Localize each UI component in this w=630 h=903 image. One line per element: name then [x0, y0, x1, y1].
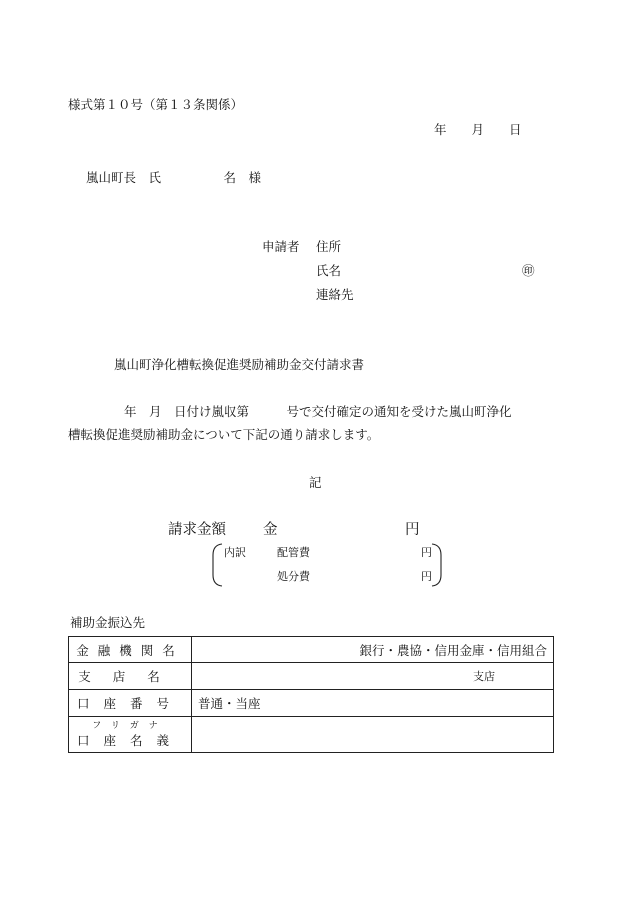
branch-label-cell [69, 663, 192, 690]
breakdown-yen-piping: 円 [421, 546, 432, 559]
bank-transfer-table [68, 636, 554, 753]
breakdown-label: 内訳 [224, 546, 246, 559]
addressee: 嵐山町長 氏 名 様 [86, 170, 262, 185]
body-line-2: 槽転換促進奨励補助金について下記の通り請求します。 [68, 427, 380, 442]
account-type-value[interactable]: 普通・当座 [192, 690, 554, 717]
breakdown-yen-disposal: 円 [421, 570, 432, 583]
account-number-label: 口座番号 [76, 696, 183, 711]
right-bracket [432, 544, 441, 586]
account-number-label-cell [69, 690, 192, 717]
account-holder-label-cell [69, 717, 192, 753]
applicant-label: 申請者 [262, 239, 300, 254]
table-row [69, 637, 554, 663]
institution-label: 金融機関名 [76, 642, 184, 658]
amount-kin: 金 [263, 522, 278, 538]
transfer-heading: 補助金振込先 [70, 615, 146, 630]
left-bracket [213, 544, 222, 586]
form-number: 様式第１０号（第１３条関係） [68, 97, 244, 112]
branch-label: 支店名 [78, 669, 182, 684]
table-row [69, 663, 554, 690]
institution-label-cell [69, 637, 192, 663]
amount-yen: 円 [405, 522, 420, 538]
breakdown-item-piping: 配管費 [277, 546, 310, 559]
account-holder-value[interactable] [192, 717, 554, 753]
breakdown-item-disposal: 処分費 [277, 570, 310, 583]
body-line-1: 年 月 日付け嵐収第 号で交付確定の通知を受けた嵐山町浄化 [124, 404, 512, 419]
address-label: 住所 [316, 239, 342, 254]
table-row [69, 717, 554, 753]
name-label: 氏名 [316, 263, 342, 278]
branch-value[interactable]: 支店 [192, 663, 554, 690]
account-holder-label: 口座名義 [76, 732, 183, 748]
amount-label: 請求金額 [168, 522, 226, 538]
document-title: 嵐山町浄化槽転換促進奨励補助金交付請求書 [114, 357, 365, 372]
ki-heading: 記 [309, 475, 322, 490]
institution-value[interactable]: 銀行・農協・信用金庫・信用組合 [192, 637, 554, 663]
contact-label: 連絡先 [316, 287, 354, 302]
date-line: 年 月 日 [434, 122, 522, 137]
table-row [69, 690, 554, 717]
seal-mark: ㊞ [522, 263, 535, 278]
furigana-label: フリガナ [92, 720, 168, 731]
